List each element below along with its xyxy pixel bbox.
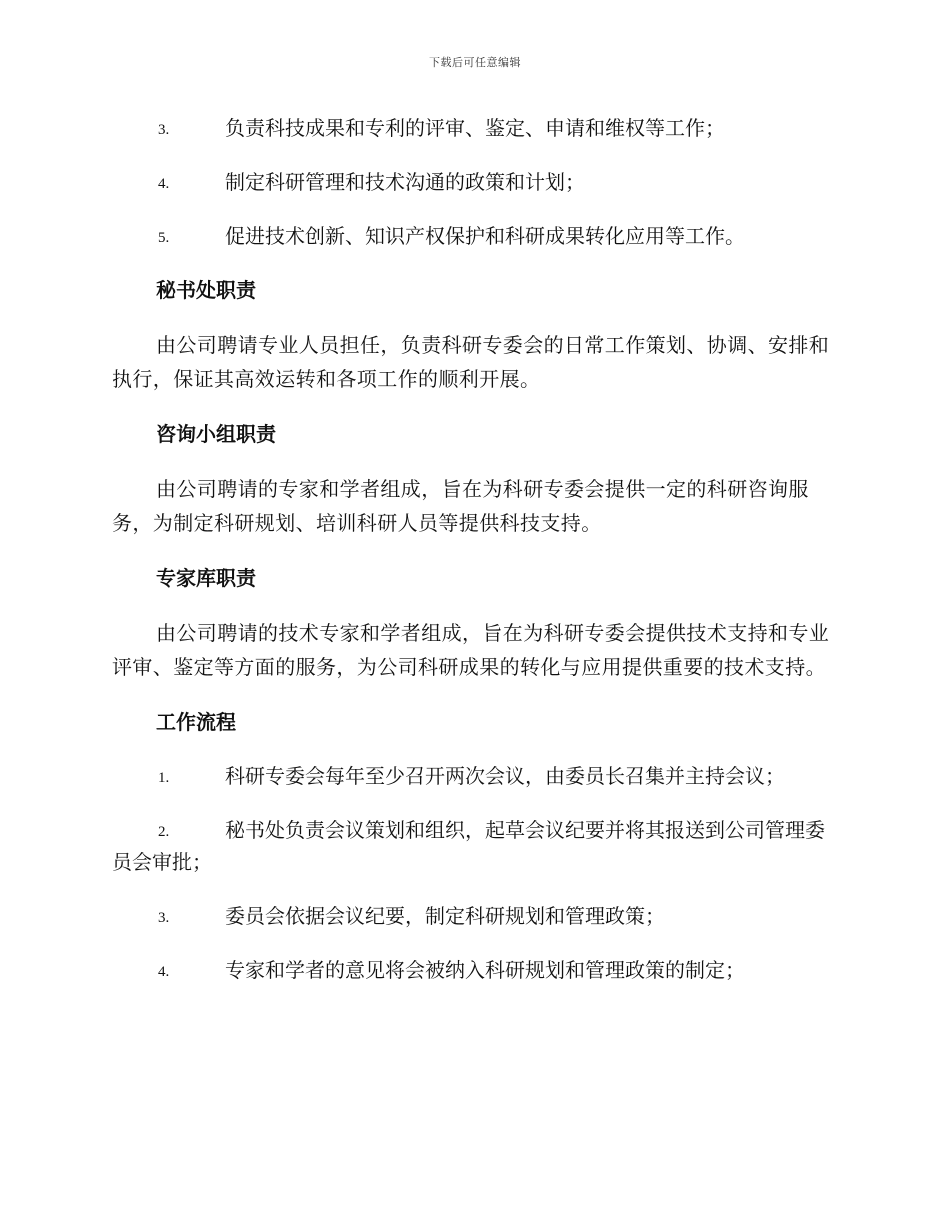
section-heading-secretariat: 秘书处职责 [156, 278, 256, 302]
list-number: 1. [158, 770, 170, 786]
list-text: 促进技术创新、知识产权保护和科研成果转化应用等工作。 [225, 224, 745, 248]
list-item [112, 220, 832, 252]
list-item [112, 900, 832, 932]
list-text: 科研专委会每年至少召开两次会议，由委员长召集并主持会议； [225, 764, 785, 788]
list-number: 5. [158, 230, 170, 246]
list-number: 4. [158, 964, 170, 980]
list-text: 负责科技成果和专利的评审、鉴定、申请和维权等工作； [225, 116, 725, 140]
list-text: 委员会依据会议纪要，制定科研规划和管理政策； [225, 904, 665, 928]
section-heading-workflow: 工作流程 [156, 710, 236, 734]
header-note: 下载后可任意编辑 [429, 56, 521, 69]
list-text: 秘书处负责会议策划和组织，起草会议纪要并将其报送到公司管理委员会审批； [112, 818, 825, 874]
list-number: 4. [158, 176, 170, 192]
section-body-expert-pool: 由公司聘请的技术专家和学者组成，旨在为科研专委会提供技术支持和专业评审、鉴定等方面的服务，为公司科研成果的转化与应用提供重要的技术支持。 [112, 621, 830, 679]
document-content [112, 112, 832, 1008]
list-number: 3. [158, 910, 170, 926]
list-item [112, 814, 832, 878]
list-text: 制定科研管理和技术沟通的政策和计划； [225, 170, 585, 194]
list-item [112, 166, 832, 198]
section-body-advisory: 由公司聘请的专家和学者组成，旨在为科研专委会提供一定的科研咨询服务，为制定科研规划、培训科研人员等提供科技支持。 [112, 477, 809, 535]
section-heading-advisory: 咨询小组职责 [156, 422, 276, 446]
list-item [112, 954, 832, 986]
list-text: 专家和学者的意见将会被纳入科研规划和管理政策的制定； [225, 958, 745, 982]
section-body-secretariat: 由公司聘请专业人员担任，负责科研专委会的日常工作策划、协调、安排和执行，保证其高效运转和各项工作的顺利开展。 [112, 333, 830, 391]
list-number: 3. [158, 122, 170, 138]
list-item [112, 112, 832, 144]
list-item [112, 760, 832, 792]
list-number: 2. [158, 824, 170, 840]
section-heading-expert-pool: 专家库职责 [156, 566, 256, 590]
